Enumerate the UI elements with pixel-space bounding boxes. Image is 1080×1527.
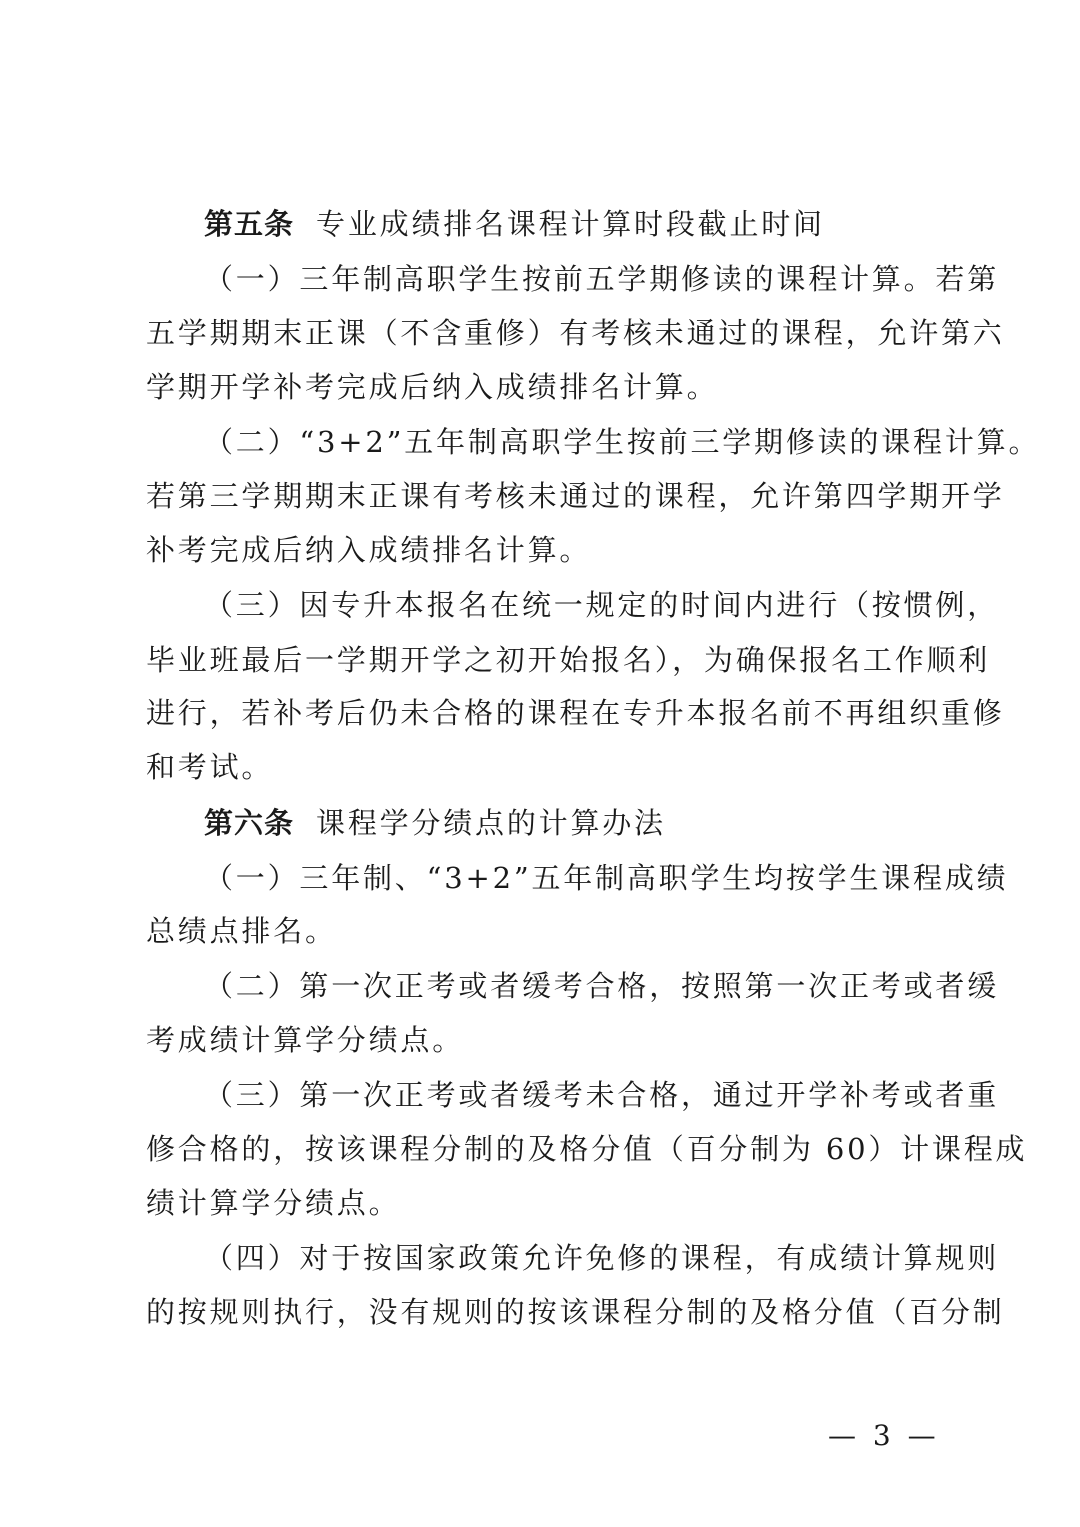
article6-item2-line1: （二）第一次正考或者缓考合格，按照第一次正考或者缓 — [204, 969, 1000, 1003]
article6-item3-line3: 绩计算学分绩点。 — [146, 1186, 401, 1220]
article5-item3-line1: （三）因专升本报名在统一规定的时间内进行（按惯例， — [204, 588, 1000, 622]
article5-heading — [204, 204, 946, 244]
article5-item2-line3: 补考完成后纳入成绩排名计算。 — [146, 533, 592, 567]
article6-label: 第六条 — [204, 806, 295, 840]
article6-item2-line2: 考成绩计算学分绩点。 — [146, 1023, 465, 1057]
article5-item3-line4: 和考试。 — [146, 750, 274, 784]
article6-item1-line1: （一）三年制、“3+2”五年制高职学生均按学生课程成绩 — [204, 861, 1009, 895]
article5-item3-line2: 毕业班最后一学期开学之初开始报名），为确保报名工作顺利 — [146, 643, 991, 677]
page-number: — 3 — — [828, 1419, 940, 1452]
article5-title: 专业成绩排名课程计算时段截止时间 — [316, 207, 825, 241]
article5-item3-line3: 进行，若补考后仍未合格的课程在专升本报名前不再组织重修 — [146, 696, 1005, 730]
article6-item3-line2: 修合格的，按该课程分制的及格分值（百分制为 60）计课程成 — [146, 1132, 1028, 1166]
article5-item2-line2: 若第三学期期末正课有考核未通过的课程，允许第四学期开学 — [146, 479, 1005, 513]
article5-item1-line1: （一）三年制高职学生按前五学期修读的课程计算。若第 — [204, 262, 1000, 296]
article6-item4-line2: 的按规则执行，没有规则的按该课程分制的及格分值（百分制 — [146, 1295, 1005, 1329]
article5-item2-line1: （二）“3+2”五年制高职学生按前三学期修读的课程计算。 — [204, 425, 1041, 459]
article5-item1-line3: 学期开学补考完成后纳入成绩排名计算。 — [146, 370, 719, 404]
article6-title: 课程学分绩点的计算办法 — [316, 806, 666, 840]
article6-item3-line1: （三）第一次正考或者缓考未合格，通过开学补考或者重 — [204, 1078, 1000, 1112]
article6-item1-line2: 总绩点排名。 — [146, 914, 337, 948]
article6-heading — [204, 803, 946, 843]
article5-label: 第五条 — [204, 207, 295, 241]
article5-item1-line2: 五学期期末正课（不含重修）有考核未通过的课程，允许第六 — [146, 316, 1005, 350]
article6-item4-line1: （四）对于按国家政策允许免修的课程，有成绩计算规则 — [204, 1241, 1000, 1275]
